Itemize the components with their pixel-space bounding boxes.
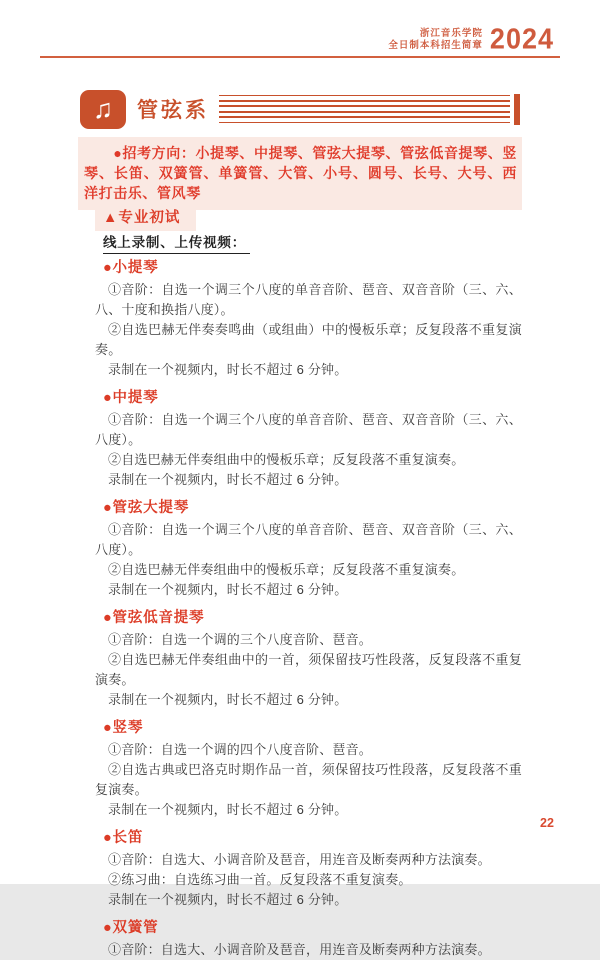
admission-directions: ●招考方向：小提琴、中提琴、管弦大提琴、管弦低音提琴、竖琴、长笛、双簧管、单簧管、大管、小号、圆号、长号、大号、西洋打击乐、管风琴 <box>78 137 522 210</box>
instrument-heading: ●管弦低音提琴 <box>103 610 205 626</box>
instrument-requirement: ①音阶：自选大、小调音阶及琶音，用连音及断奏两种方法演奏。 <box>108 852 491 867</box>
instrument-heading: ●小提琴 <box>103 260 159 276</box>
instrument-requirement: 录制在一个视频内，时长不超过 6 分钟。 <box>108 802 348 817</box>
instrument-section <box>95 917 522 960</box>
staff-lines-decoration <box>219 95 510 124</box>
instrument-heading: ●长笛 <box>103 830 144 846</box>
instrument-requirement: 录制在一个视频内，时长不超过 6 分钟。 <box>108 362 348 377</box>
header-year: 2024 <box>489 23 554 55</box>
instrument-requirement: ①音阶：自选一个调三个八度的单音音阶、琶音、双音音阶（三、六、八度）。 <box>95 522 522 557</box>
page-header <box>388 24 554 55</box>
section-title: 管弦系 <box>137 99 209 122</box>
instrument-section <box>95 497 522 600</box>
instrument-requirement: ①音阶：自选一个调三个八度的单音音阶、琶音、双音音阶（三、六、八、十度和换指八度）。 <box>95 282 522 317</box>
header-school-name: 浙江音乐学院 <box>419 27 483 39</box>
header-subtitle: 全日制本科招生简章 <box>388 39 483 51</box>
instrument-list <box>95 250 522 960</box>
instrument-requirement: ②自选巴赫无伴奏奏鸣曲（或组曲）中的慢板乐章；反复段落不重复演奏。 <box>95 322 522 357</box>
instrument-heading: ●竖琴 <box>103 720 144 736</box>
instrument-requirement: ②自选巴赫无伴奏组曲中的慢板乐章；反复段落不重复演奏。 <box>108 452 465 467</box>
instrument-requirement: ①音阶：自选大、小调音阶及琶音，用连音及断奏两种方法演奏。 <box>108 942 491 957</box>
instrument-requirement: 录制在一个视频内，时长不超过 6 分钟。 <box>108 892 348 907</box>
music-notes-icon: ♫ <box>80 90 126 129</box>
instrument-heading: ●管弦大提琴 <box>103 500 190 516</box>
instrument-section <box>95 717 522 820</box>
instrument-requirement: 录制在一个视频内，时长不超过 6 分钟。 <box>108 582 348 597</box>
instrument-requirement: ②自选巴赫无伴奏组曲中的一首，须保留技巧性段落，反复段落不重复演奏。 <box>95 652 522 687</box>
instrument-requirement: ①音阶：自选一个调的四个八度音阶、琶音。 <box>108 742 373 757</box>
section-banner <box>80 89 520 129</box>
instrument-requirement: 录制在一个视频内，时长不超过 6 分钟。 <box>108 692 348 707</box>
staff-end-bar <box>514 94 520 125</box>
instrument-requirement: ②练习曲：自选练习曲一首。反复段落不重复演奏。 <box>108 872 412 887</box>
instrument-section <box>95 387 522 490</box>
instrument-section <box>95 607 522 710</box>
instrument-heading: ●双簧管 <box>103 920 159 936</box>
header-divider-line <box>40 56 560 58</box>
instrument-requirement: ②自选古典或巴洛克时期作品一首，须保留技巧性段落，反复段落不重复演奏。 <box>95 762 522 797</box>
instrument-requirement: ①音阶：自选一个调的三个八度音阶、琶音。 <box>108 632 373 647</box>
exam-stage-label: ▲专业初试 <box>95 203 196 231</box>
instrument-requirement: ②自选巴赫无伴奏组曲中的慢板乐章；反复段落不重复演奏。 <box>108 562 465 577</box>
instrument-requirement: ①音阶：自选一个调三个八度的单音音阶、琶音、双音音阶（三、六、八度）。 <box>95 412 522 447</box>
header-title-block <box>388 28 483 52</box>
instrument-section <box>95 257 522 380</box>
instrument-section <box>95 827 522 910</box>
page-number: 22 <box>540 816 554 830</box>
instrument-requirement: 录制在一个视频内，时长不超过 6 分钟。 <box>108 472 348 487</box>
instrument-heading: ●中提琴 <box>103 390 159 406</box>
upload-instruction: 线上录制、上传视频： <box>103 231 250 254</box>
